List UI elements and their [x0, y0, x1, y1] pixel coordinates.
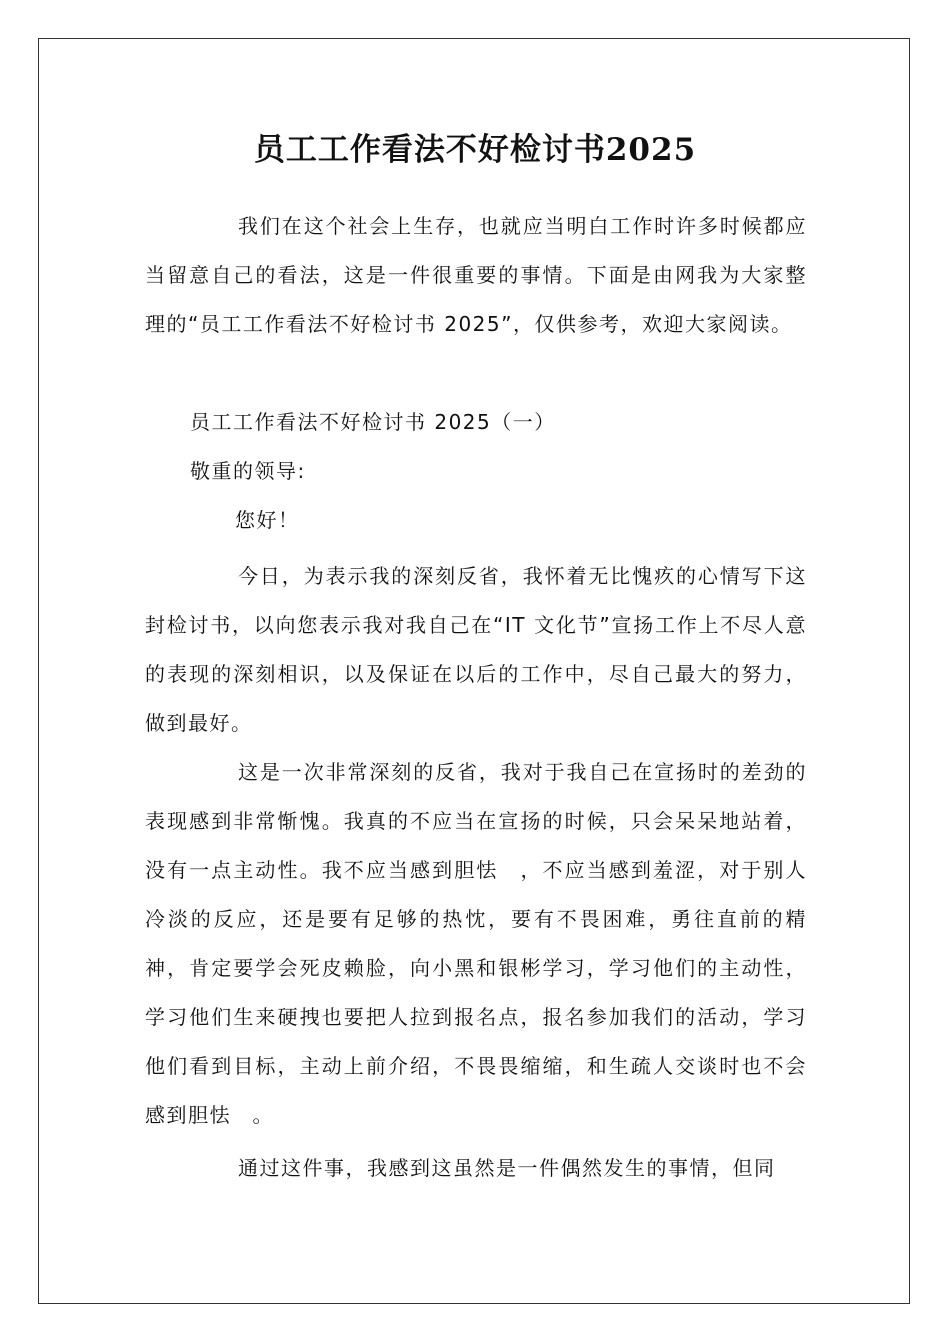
section-heading: 员工工作看法不好检讨书 2025（一）: [190, 410, 556, 434]
salutation: 敬重的领导:: [190, 459, 306, 483]
body-paragraph-3: 通过这件事，我感到这虽然是一件偶然发生的事情，但同: [238, 1156, 776, 1180]
greeting: 您好！: [235, 508, 300, 532]
body-paragraph-1: 今日，为表示我的深刻反省，我怀着无比愧疚的心情写下这封检讨书，以向您表示我对我自己在“IT 文化节”宣扬工作上不尽人意的表现的深刻相识，以及保证在以后的工作中，尽自己最大的努力，做到最好。: [145, 564, 807, 735]
body-paragraph-2: 这是一次非常深刻的反省，我对于我自己在宣扬时的差劲的表现感到非常惭愧。我真的不应当在宣扬的时候，只会呆呆地站着，没有一点主动性。我不应当感到胆怯 ，不应当感到羞涩，对于别人冷淡的反应，还是要有足够的热忱，要有不畏困难，勇往直前的精神，肯定要学会死皮赖脸，向小黑和银彬学习，学习他们的主动性，学习他们生来硬拽也要把人拉到报名点，报名参加我们的活动，学习他们看到目标，主动上前介绍，不畏畏缩缩，和生疏人交谈时也不会感到胆怯 。: [145, 760, 807, 1127]
intro-paragraph: 我们在这个社会上生存，也就应当明白工作时许多时候都应当留意自己的看法，这是一件很重要的事情。下面是由网我为大家整理的“员工工作看法不好检讨书 2025”，仅供参考，欢迎大家阅读。: [145, 214, 807, 336]
document-title: 员工工作看法不好检讨书2025: [253, 132, 697, 168]
